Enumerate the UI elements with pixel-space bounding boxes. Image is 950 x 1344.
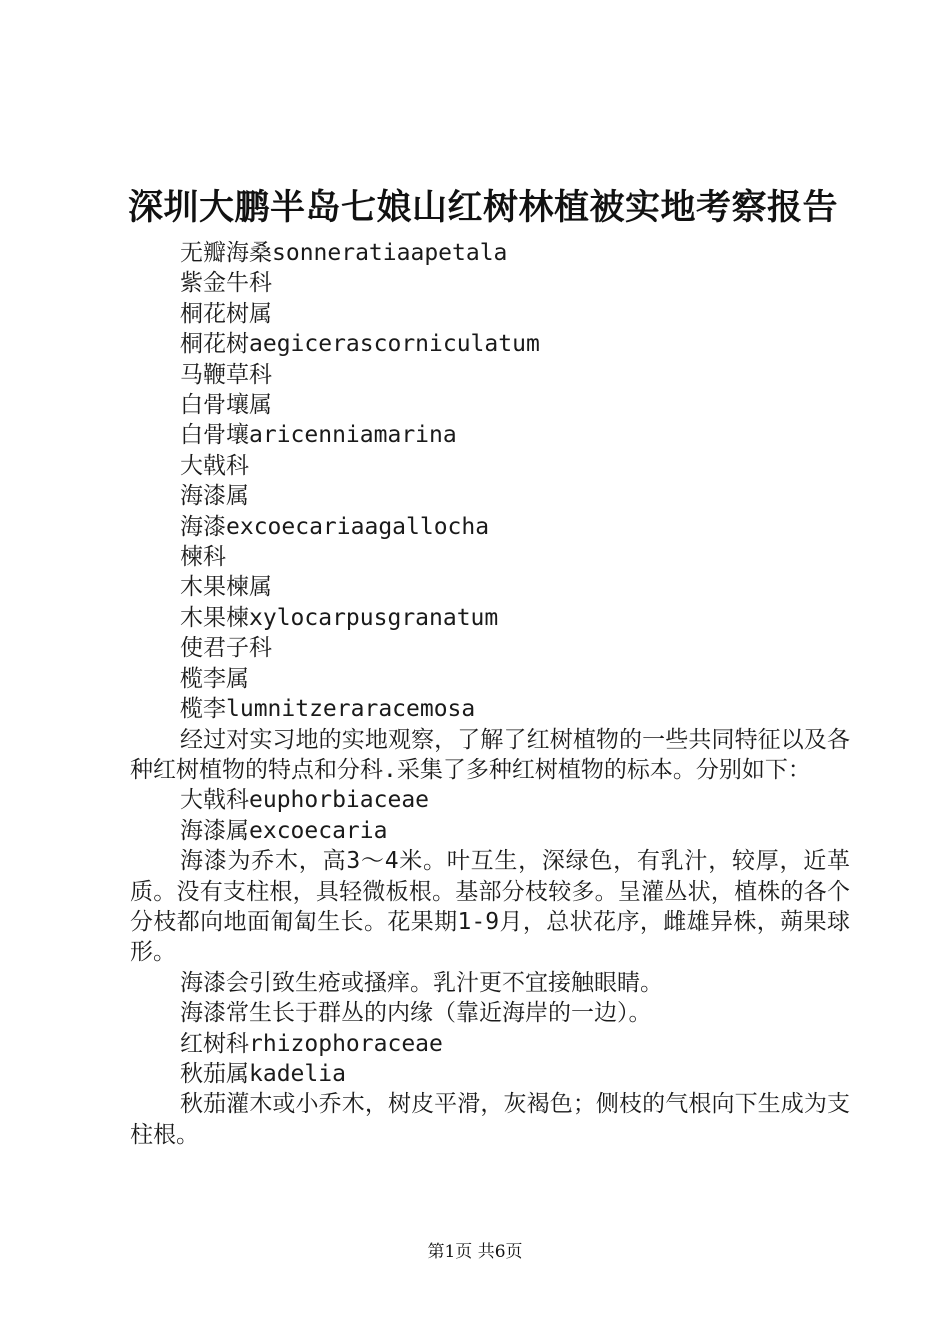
genus-heading: 海漆属excoecaria (180, 817, 388, 844)
species-line: 白骨壤aricenniamarina (180, 422, 457, 449)
species-description: 秋茄灌木或小乔木，树皮平滑，灰褐色；侧枝的气根向下生成为支柱根。 (130, 1091, 850, 1148)
species-description: 海漆为乔木，高3～4米。叶互生，深绿色，有乳汁，较厚，近革质。没有支柱根，具轻微板根。基部分枝较多。呈灌丛状，植株的各个分枝都向地面匍匐生长。花果期1-9月，总状花序，雌雄异株，蒴果球形。 (130, 848, 850, 966)
species-note: 海漆常生长于群丛的内缘（靠近海岸的一边）。 (180, 1000, 652, 1027)
species-line: 紫金牛科 (180, 270, 272, 297)
species-line: 木果楝xylocarpusgranatum (180, 604, 499, 631)
species-line: 楝科 (180, 544, 226, 571)
genus-heading: 秋茄属kadelia (180, 1060, 346, 1087)
species-line: 大戟科 (180, 452, 249, 479)
family-heading: 红树科rhizophoraceae (180, 1030, 443, 1057)
species-line: 海漆属 (180, 483, 249, 510)
species-line: 使君子科 (180, 635, 272, 662)
species-line: 榄李lumnitzeraracemosa (180, 696, 476, 723)
species-note: 海漆会引致生疮或搔痒。乳汁更不宜接触眼睛。 (180, 969, 663, 996)
page-footer: 第1页 共6页 (427, 1242, 523, 1262)
document-title: 深圳大鹏半岛七娘山红树林植被实地考察报告 (128, 187, 839, 228)
species-line: 木果楝属 (180, 574, 272, 601)
species-line: 无瓣海桑sonneratiaapetala (180, 240, 508, 266)
species-line: 海漆excoecariaagallocha (180, 513, 490, 540)
species-line: 榄李属 (180, 665, 249, 692)
intro-paragraph: 经过对实习地的实地观察，了解了红树植物的一些共同特征以及各种红树植物的特点和分科.采集了多种红树植物的标本。分别如下： (130, 726, 850, 783)
species-line: 桐花树属 (180, 300, 272, 327)
document-body (130, 238, 850, 1150)
species-line: 桐花树aegicerascorniculatum (180, 331, 540, 358)
family-heading: 大戟科euphorbiaceae (180, 787, 430, 814)
species-line: 马鞭草科 (180, 361, 272, 388)
species-line: 白骨壤属 (180, 392, 272, 419)
